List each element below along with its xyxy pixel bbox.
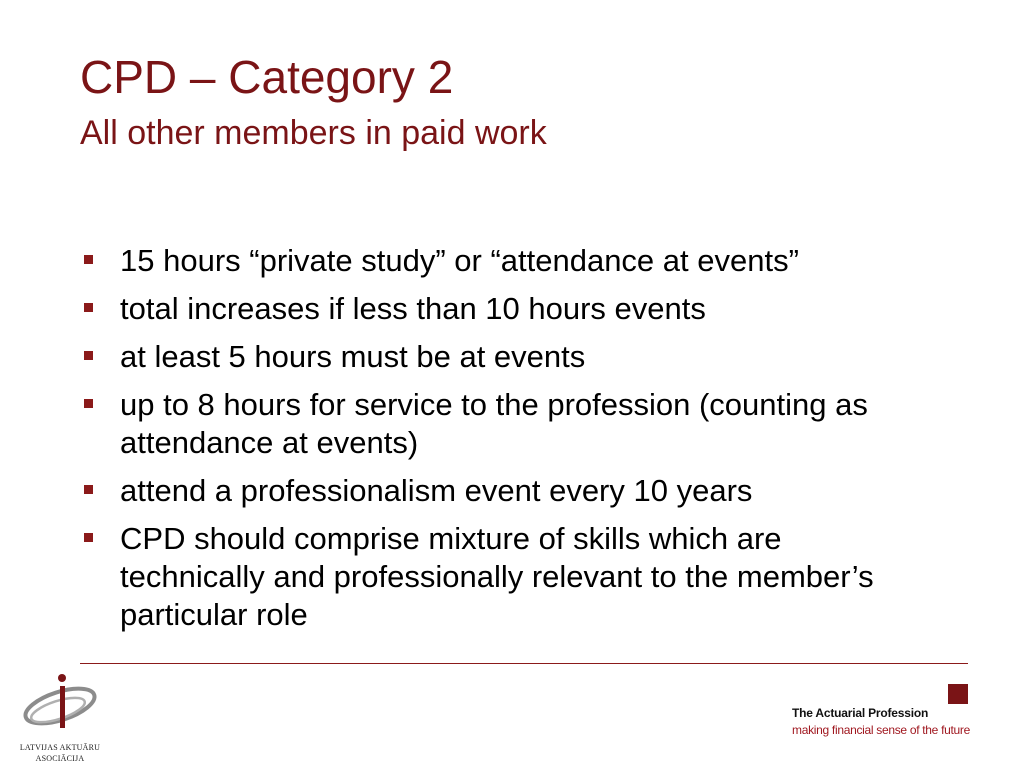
bullet-text: at least 5 hours must be at events xyxy=(120,339,586,374)
slide-subtitle: All other members in paid work xyxy=(80,114,547,152)
bullet-item xyxy=(80,386,1024,462)
latvijas-aktuaru-logo xyxy=(10,668,110,768)
lv-logo-name-line2: ASOCIĀCIJA xyxy=(35,754,85,763)
slide-title: CPD – Category 2 xyxy=(80,51,454,103)
square-bullet-icon xyxy=(84,351,93,360)
square-bullet-icon xyxy=(84,255,93,264)
square-bullet-icon xyxy=(84,533,93,542)
bullet-item xyxy=(80,290,1024,328)
bullet-text: total increases if less than 10 hours events xyxy=(120,291,706,326)
bullet-item xyxy=(80,242,1024,280)
square-bullet-icon xyxy=(84,399,93,408)
lv-logo-name-line1: LATVIJAS AKTUĀRU xyxy=(19,743,101,752)
bullet-item xyxy=(80,338,1024,376)
actuarial-profession-name: The Actuarial Profession xyxy=(792,706,929,720)
latvijas-aktuaru-logo-icon xyxy=(20,670,100,740)
bullet-text: 15 hours “private study” or “attendance at events” xyxy=(120,243,799,278)
bullet-text: CPD should comprise mixture of skills which are technically and professionally relevant to the member’s particular role xyxy=(120,521,874,632)
bullet-list xyxy=(80,242,1024,644)
square-bullet-icon xyxy=(84,485,93,494)
bullet-item xyxy=(80,520,1024,634)
footer-divider xyxy=(80,663,968,664)
bullet-text: attend a professionalism event every 10 years xyxy=(120,473,753,508)
bullet-item xyxy=(80,472,1024,510)
actuarial-profession-tagline: making financial sense of the future xyxy=(792,723,970,737)
bullet-text: up to 8 hours for service to the profession (counting as attendance at events) xyxy=(120,387,868,460)
actuarial-profession-square-icon xyxy=(948,684,968,704)
square-bullet-icon xyxy=(84,303,93,312)
